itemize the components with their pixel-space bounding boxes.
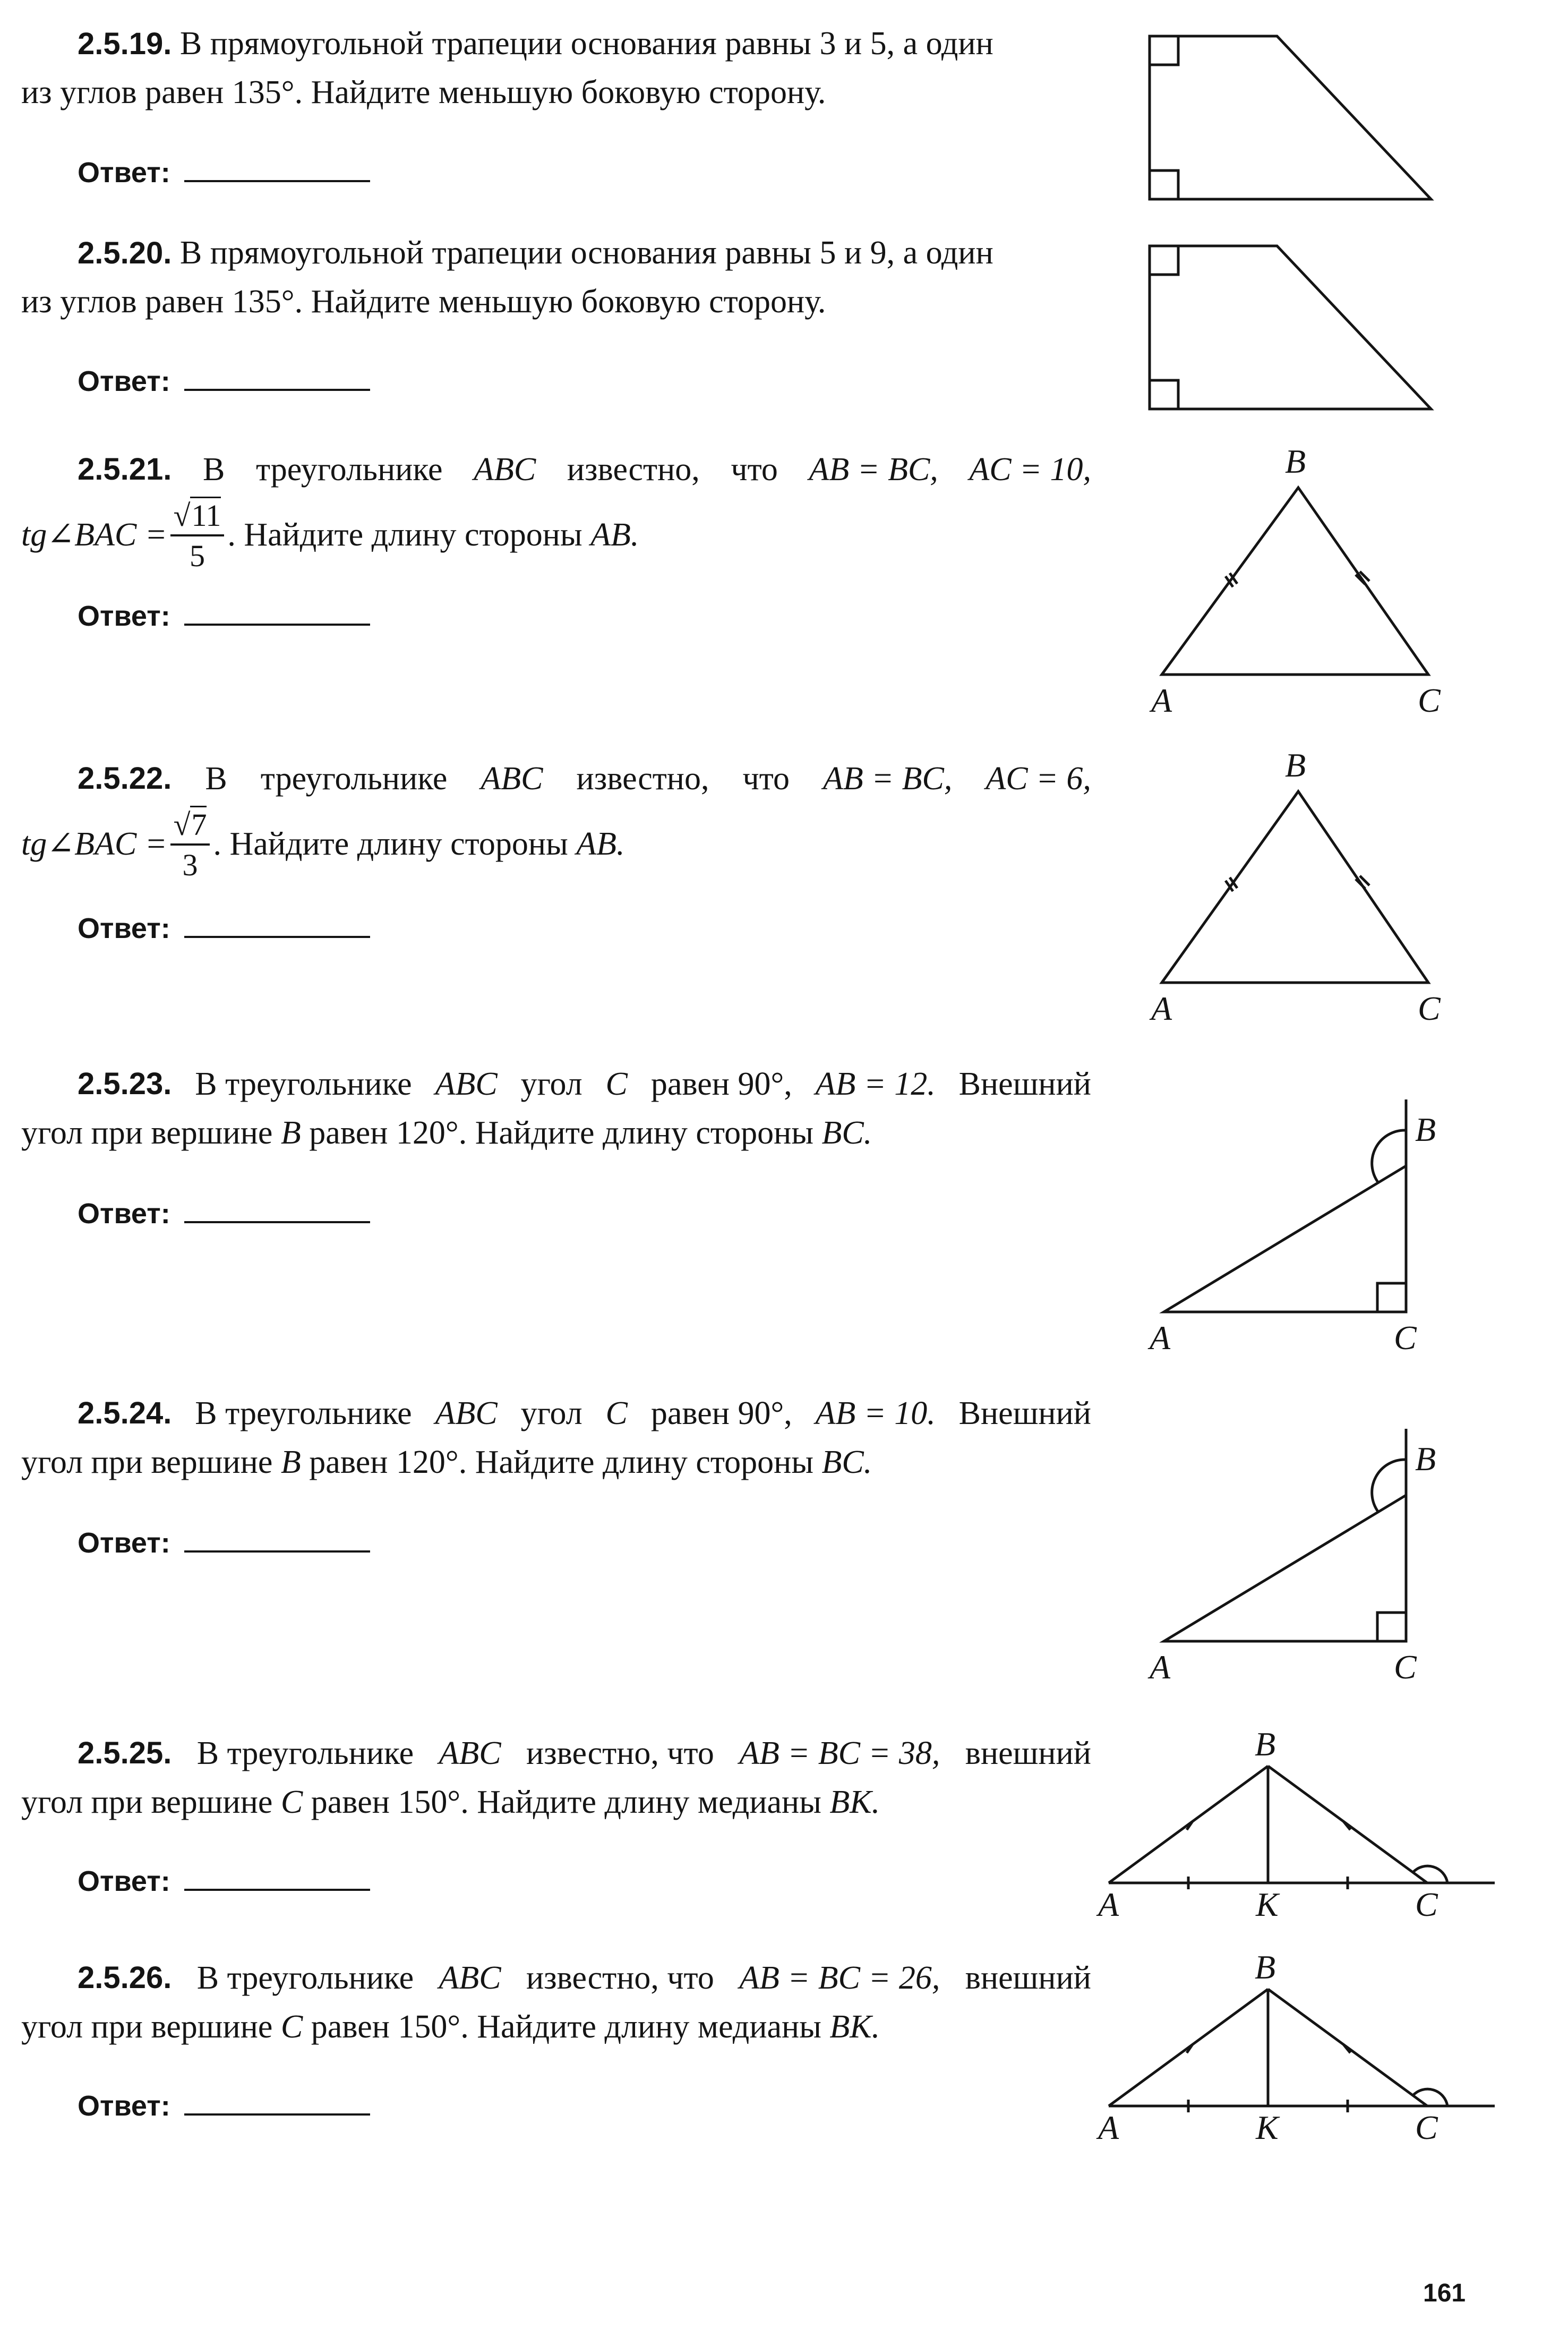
vertex-name: C [605, 1395, 628, 1431]
page-number: 161 [1423, 2279, 1466, 2307]
text-run: угол при вершине [21, 2009, 273, 2045]
problem-statement [21, 228, 1091, 326]
triangle-name: ABC [439, 1960, 501, 1996]
word: В [202, 451, 225, 488]
statement-line-1: В прямоугольной трапеции основания равны 3 и 5, а один [179, 25, 993, 62]
side-name: BC. [821, 1444, 872, 1480]
answer-row [78, 1527, 370, 1559]
problem-statement [21, 1954, 1091, 2051]
trapezoid-figure [1142, 242, 1439, 417]
statement-tail: . Найдите длину стороны [227, 517, 582, 553]
triangle-name: ABC [435, 1395, 498, 1431]
word: что [731, 451, 778, 488]
right-triangle-figure [1142, 1084, 1471, 1370]
vertex-label-k: K [1256, 1886, 1279, 1923]
text-run: В треугольнике [196, 1960, 414, 1996]
answer-label: Ответ: [78, 2090, 170, 2122]
problem-number: 2.5.20. [78, 236, 172, 270]
fraction [170, 809, 210, 881]
side-name: AB. [576, 826, 625, 863]
answer-label: Ответ: [78, 1527, 170, 1559]
statement-line-2: из углов равен 135°. Найдите меньшую боковую сторону. [21, 284, 826, 320]
problem-statement [21, 1729, 1091, 1827]
answer-blank[interactable] [184, 602, 370, 626]
sqrt-sign: √ [173, 498, 191, 533]
text-run: равен 150°. Найдите длину медианы [311, 2009, 821, 2045]
vertex-label-c: C [1415, 1886, 1438, 1923]
text-run: равен 90°, [650, 1395, 792, 1431]
answer-row [78, 2090, 370, 2122]
word: В [205, 761, 227, 797]
statement-line-1: В прямоугольной трапеции основания равны 5 и 9, а один [179, 235, 993, 271]
isosceles-triangle-figure [1142, 436, 1460, 722]
triangle-name: ABC [439, 1735, 501, 1771]
word: известно, [567, 451, 700, 488]
problem-statement [21, 445, 1091, 573]
vertex-label-b: B [1255, 1948, 1276, 1986]
text-run: угол при вершине [21, 1784, 273, 1820]
answer-blank[interactable] [184, 1529, 370, 1553]
vertex-label-a: A [1151, 681, 1172, 719]
text-run: равен 150°. Найдите длину медианы [311, 1784, 821, 1820]
sqrt-sign: √ [173, 807, 191, 842]
answer-blank[interactable] [184, 915, 370, 938]
vertex-label-k: K [1256, 2109, 1279, 2146]
denominator: 3 [182, 848, 198, 882]
problem-statement [21, 754, 1091, 882]
tangent-expression: tg∠BAC = [21, 517, 167, 553]
equality: AB = 12. [815, 1066, 936, 1102]
problem-statement [21, 1060, 1091, 1157]
word: что [742, 761, 790, 797]
vertex-label-b: B [1255, 1725, 1276, 1763]
median-triangle-figure [1094, 1725, 1508, 1931]
vertex-label-c: C [1415, 2109, 1438, 2146]
triangle-name: ABC [481, 761, 543, 797]
problem-number: 2.5.21. [78, 452, 172, 487]
answer-blank[interactable] [184, 368, 370, 391]
text-run: В треугольнике [196, 1735, 414, 1771]
answer-row [78, 913, 370, 944]
statement-tail: . Найдите длину стороны [213, 826, 568, 863]
answer-blank[interactable] [184, 2092, 370, 2116]
vertex-label-b: B [1285, 442, 1306, 480]
vertex-name: C [605, 1066, 628, 1102]
text-run: В треугольнике [195, 1395, 412, 1431]
text-run: Внешний [958, 1395, 1091, 1431]
text-run: известно, что [526, 1735, 714, 1771]
answer-label: Ответ: [78, 600, 170, 632]
answer-blank[interactable] [184, 159, 370, 182]
word: треугольнике [255, 451, 443, 488]
text-run: угол [520, 1066, 582, 1102]
trapezoid-figure [1142, 32, 1439, 207]
answer-label: Ответ: [78, 365, 170, 397]
vertex-label-a: A [1151, 990, 1172, 1027]
triangle-name: ABC [435, 1066, 498, 1102]
answer-row [78, 600, 370, 632]
answer-row [78, 1865, 370, 1897]
vertex-label-c: C [1394, 1319, 1417, 1357]
text-run: внешний [965, 1960, 1091, 1996]
equality: AC = 10, [969, 451, 1091, 488]
answer-blank[interactable] [184, 1200, 370, 1223]
text-run: внешний [965, 1735, 1091, 1771]
vertex-label-b: B [1285, 746, 1306, 784]
problem-number: 2.5.23. [78, 1067, 172, 1101]
denominator: 5 [189, 539, 205, 573]
right-triangle-figure [1142, 1413, 1471, 1700]
answer-row [78, 157, 370, 189]
vertex-label-c: C [1418, 681, 1441, 719]
problem-statement [21, 19, 1091, 117]
answer-row [78, 1198, 370, 1230]
median-name: BK. [829, 1784, 880, 1820]
side-name: BC. [821, 1115, 872, 1151]
equality: AB = 10. [815, 1395, 936, 1431]
fraction [170, 500, 225, 572]
text-run: равен 120°. Найдите длину стороны [309, 1115, 814, 1151]
vertex-label-b: B [1415, 1440, 1436, 1478]
problem-number: 2.5.24. [78, 1396, 172, 1430]
answer-label: Ответ: [78, 1198, 170, 1230]
text-run: равен 120°. Найдите длину стороны [309, 1444, 814, 1480]
statement-line-2: из углов равен 135°. Найдите меньшую боковую сторону. [21, 74, 826, 110]
vertex-label-a: A [1150, 1648, 1171, 1686]
text-run: угол [520, 1395, 582, 1431]
isosceles-triangle-figure [1142, 744, 1460, 1030]
median-name: BK. [829, 2009, 880, 2045]
side-name: AB. [590, 517, 639, 553]
radicand: 7 [190, 806, 207, 842]
answer-label: Ответ: [78, 157, 170, 189]
vertex-label-a: A [1150, 1319, 1171, 1357]
word: известно, [576, 761, 709, 797]
problem-number: 2.5.26. [78, 1960, 172, 1995]
equality: AB = BC, [823, 761, 953, 797]
answer-label: Ответ: [78, 1865, 170, 1897]
vertex-name: B [280, 1115, 301, 1151]
text-run: угол при вершине [21, 1115, 273, 1151]
triangle-name: ABC [474, 451, 536, 488]
vertex-name: C [280, 2009, 303, 2045]
problem-number: 2.5.25. [78, 1736, 172, 1770]
equality: AC = 6, [986, 761, 1091, 797]
equality: AB = BC = 38, [739, 1735, 940, 1771]
problem-statement [21, 1389, 1091, 1487]
vertex-label-b: B [1415, 1111, 1436, 1148]
median-triangle-figure [1094, 1948, 1508, 2154]
vertex-label-c: C [1394, 1648, 1417, 1686]
vertex-label-a: A [1098, 1886, 1119, 1923]
text-run: В треугольнике [195, 1066, 412, 1102]
vertex-name: B [280, 1444, 301, 1480]
text-run: известно, что [526, 1960, 714, 1996]
answer-label: Ответ: [78, 913, 170, 944]
vertex-name: C [280, 1784, 303, 1820]
text-run: угол при вершине [21, 1444, 273, 1480]
text-run: Внешний [958, 1066, 1091, 1102]
answer-row [78, 365, 370, 397]
vertex-label-c: C [1418, 990, 1441, 1027]
equality: AB = BC, [809, 451, 938, 488]
equality: AB = BC = 26, [739, 1960, 940, 1996]
problem-number: 2.5.19. [78, 27, 172, 61]
problem-number: 2.5.22. [78, 761, 172, 796]
word: треугольнике [260, 761, 448, 797]
vertex-label-a: A [1098, 2109, 1119, 2146]
answer-blank[interactable] [184, 1867, 370, 1891]
tangent-expression: tg∠BAC = [21, 826, 167, 863]
text-run: равен 90°, [650, 1066, 792, 1102]
radicand: 11 [190, 497, 221, 533]
